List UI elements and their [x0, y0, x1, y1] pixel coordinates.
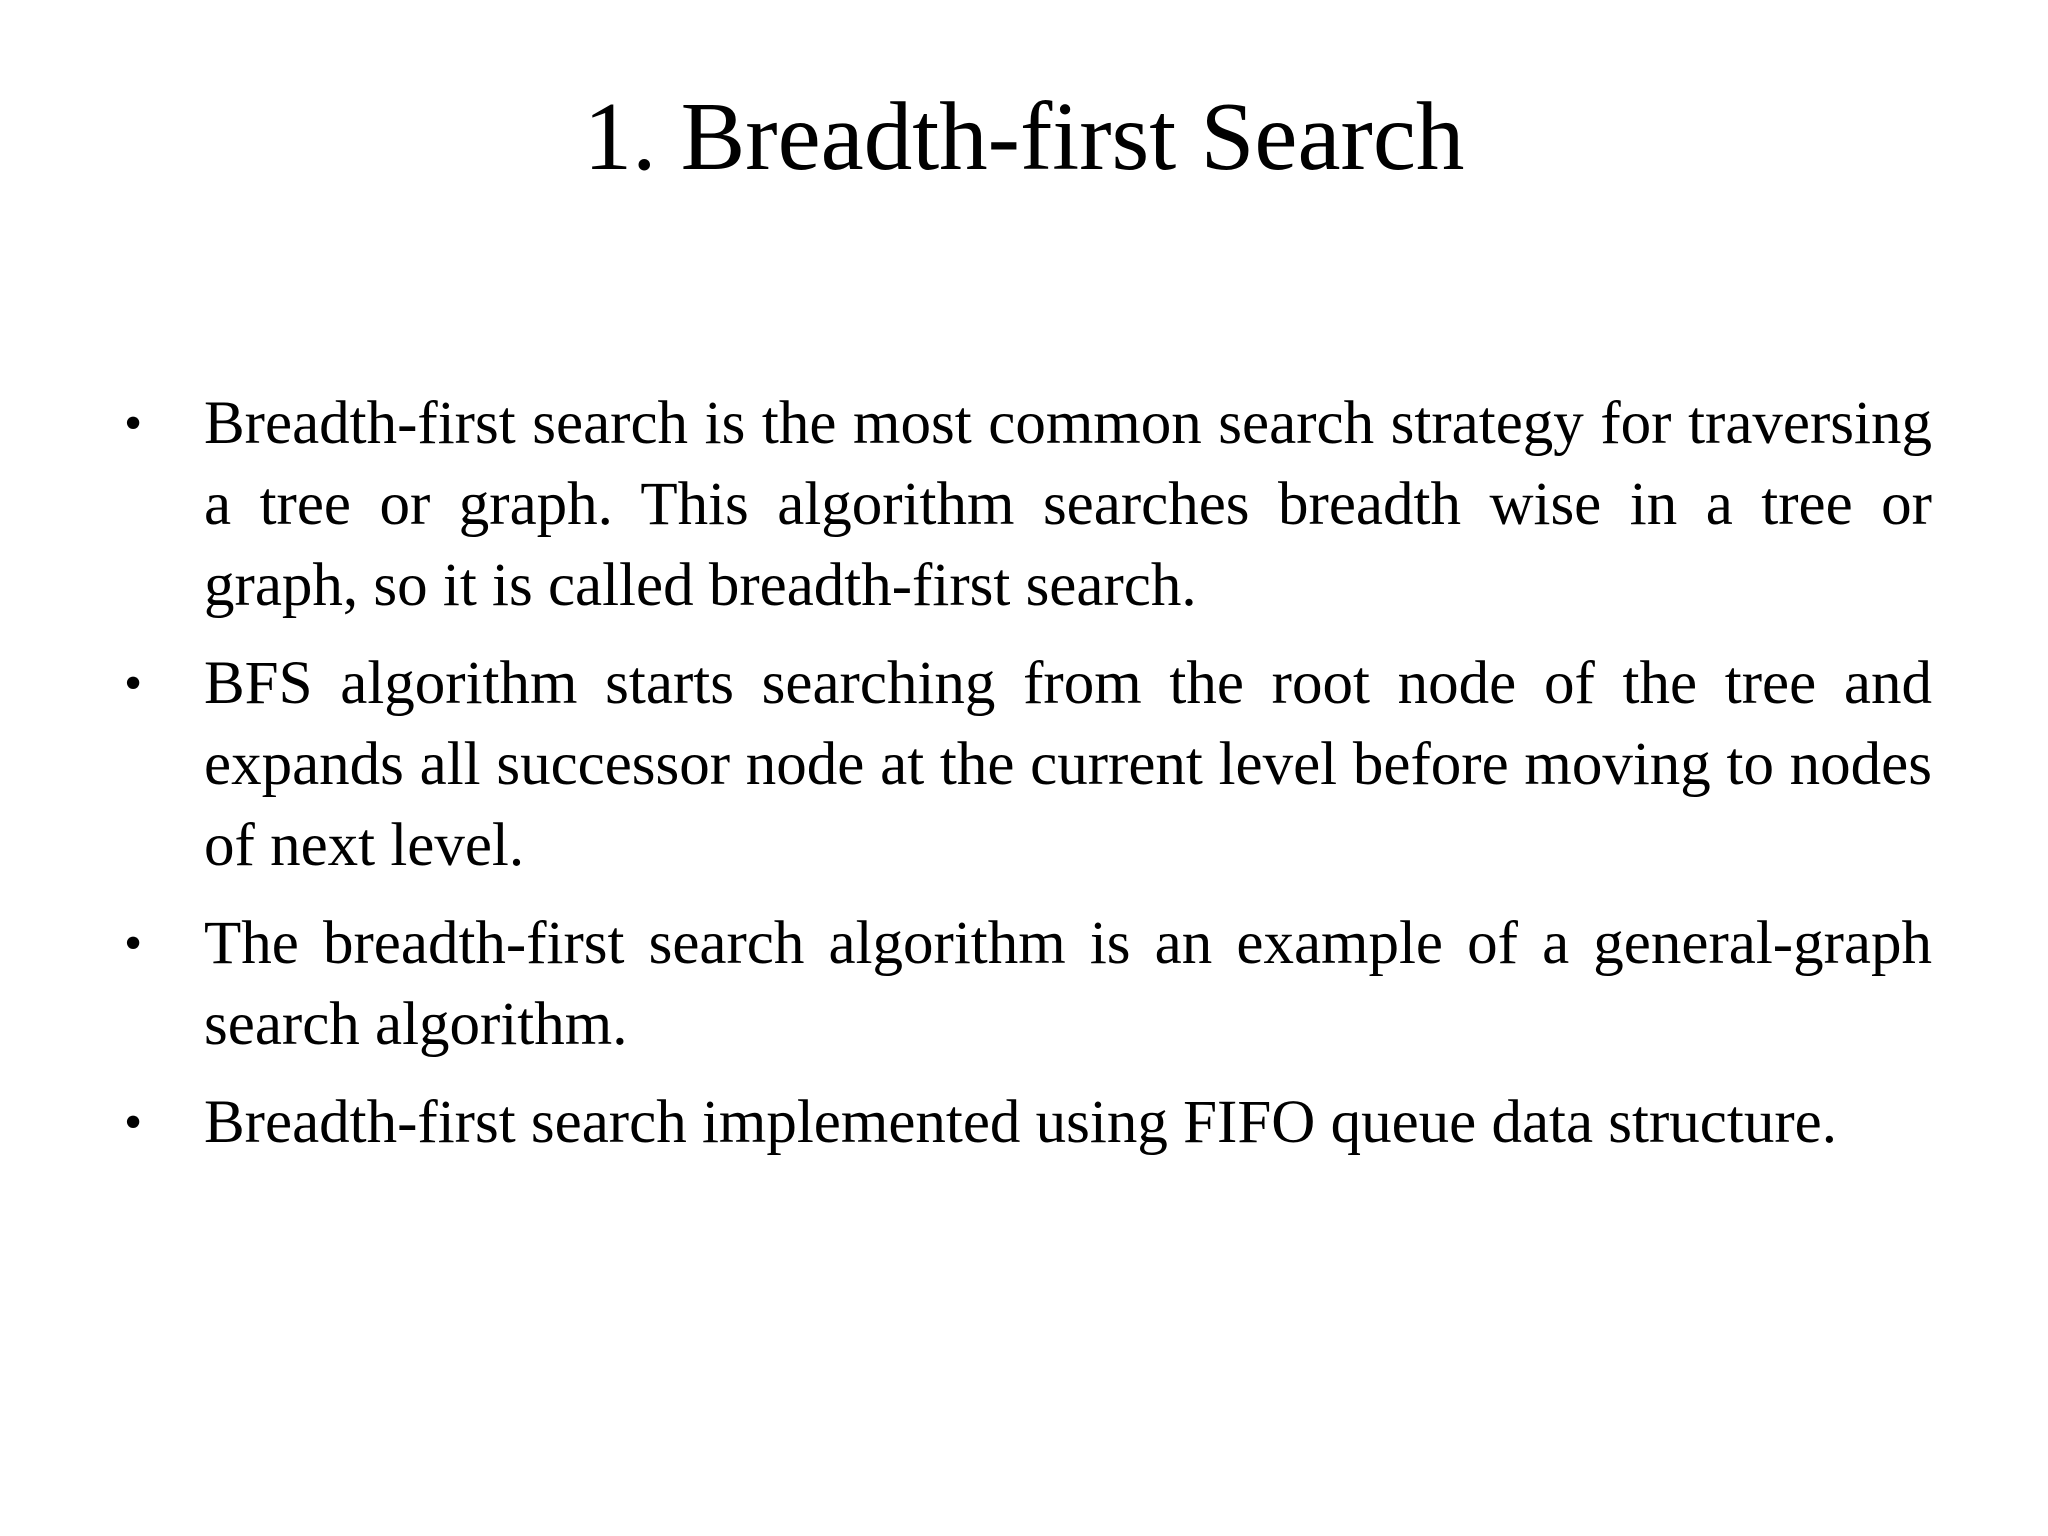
slide-title: 1. Breadth-first Search [583, 83, 1465, 190]
bullet-item [124, 383, 1932, 626]
bullet-icon: • [124, 915, 143, 972]
bullet-text: Breadth-first search is the most common search strategy for traversing a tree or graph. This algorithm searches breadth wise in a tree or graph, so it is called breadth-first search. [204, 390, 1932, 619]
bullet-text: BFS algorithm starts searching from the root node of the tree and expands all successor node at the current level before moving to nodes of next level. [204, 650, 1932, 879]
bullet-text: Breadth-first search implemented using FIFO queue data structure. [204, 1089, 1837, 1156]
bullet-item [124, 903, 1932, 1065]
bullet-icon: • [124, 655, 143, 712]
bullet-icon: • [124, 395, 143, 452]
bullet-item [124, 1082, 1932, 1163]
bullet-item [124, 643, 1932, 886]
bullet-list [124, 383, 1932, 1180]
bullet-text: The breadth-first search algorithm is an example of a general-graph search algorithm. [204, 910, 1932, 1058]
bullet-icon: • [124, 1094, 143, 1151]
